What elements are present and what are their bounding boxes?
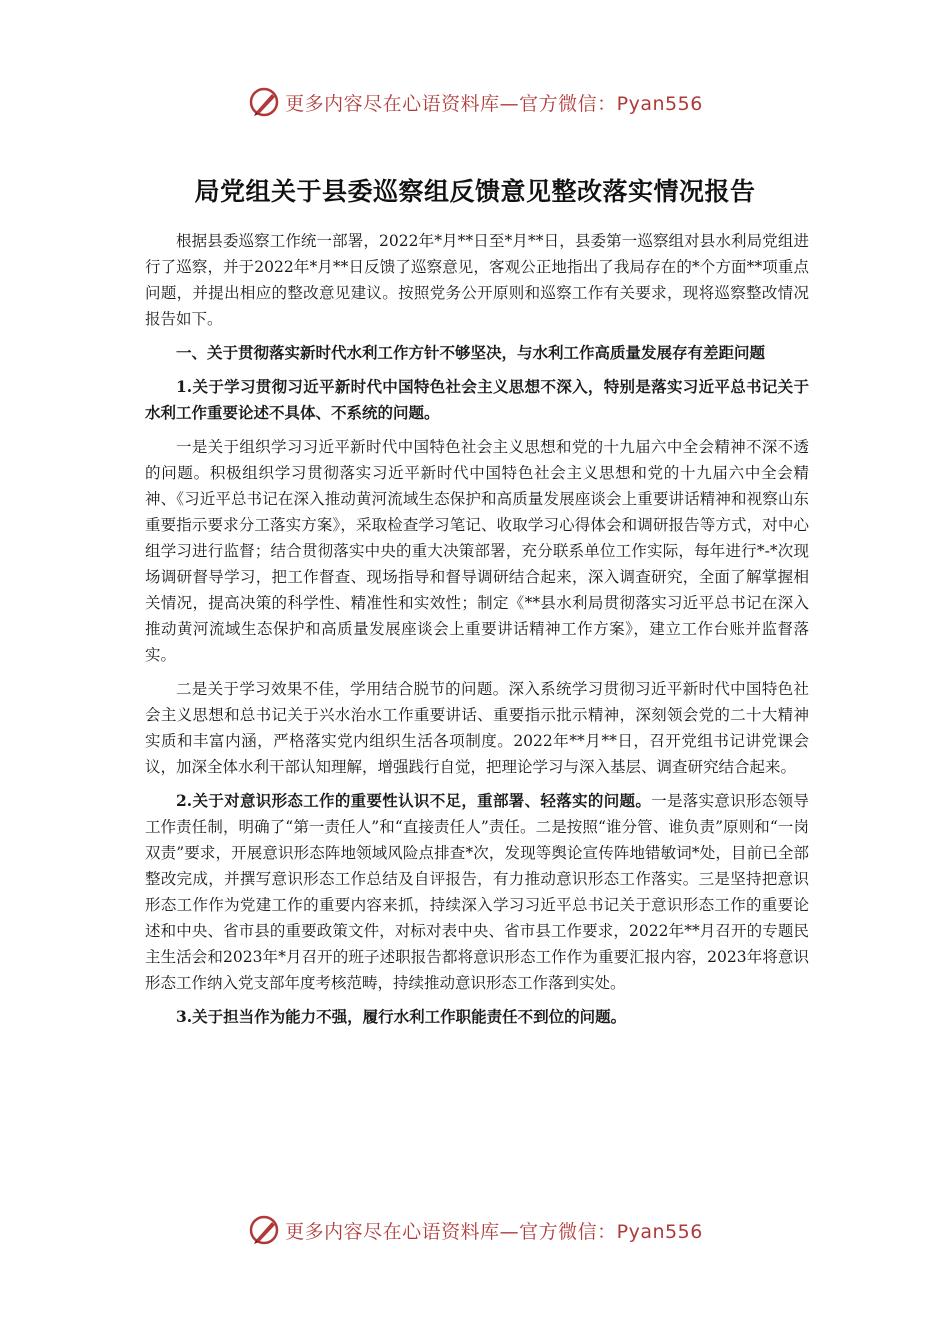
banner-text: 更多内容尽在心语资料库—官方微信：Pyan556 [285,92,703,115]
item1-paragraph-2: 二是关于学习效果不佳，学用结合脱节的问题。深入系统学习贯彻习近平新时代中国特色社会主义思想和总书记关于兴水治水工作重要讲话、重要指示批示精神，深刻领会党的二十大精神实质和丰富内涵，严格落实党内组织生活各项制度。2022年**月**日，召开党组书记讲党课会议，加深全体水利干部认知理解，增强践行自觉，把理论学习与深入基层、调查研究结合起来。 [145,680,809,776]
item-heading-3: 3.关于担当作为能力不强，履行水利工作职能责任不到位的问题。 [176,1007,627,1026]
document-body [145,228,809,1038]
item-heading-1: 1.关于学习贯彻习近平新时代中国特色社会主义思想不深入，特别是落实习近平总书记关于水利工作重要论述不具体、不系统的问题。 [145,377,809,422]
banner-text: 更多内容尽在心语资料库—官方微信：Pyan556 [285,1220,703,1243]
pen-logo-icon [247,85,281,119]
item-heading-2: 2.关于对意识形态工作的重要性认识不足，重部署、轻落实的问题。 [176,791,652,810]
header-watermark-banner [0,82,950,122]
item2-paragraph [145,788,809,996]
pen-logo-icon [247,1213,281,1247]
item2-body: 一是落实意识形态领导工作责任制，明确了“第一责任人”和“直接责任人”责任。二是按照“谁分管、谁负责”原则和“一岗双责”要求，开展意识形态阵地领域风险点排查*次，发现等舆论宣传阵地错敏词*处，目前已全部整改完成，并撰写意识形态工作总结及自评报告，有力推动意识形态工作落实。三是坚持把意识形态工作作为党建工作的重要内容来抓，持续深入学习习近平总书记关于意识形态工作的重要论述和中央、省市县的重要政策文件，对标对表中央、省市县工作要求，2022年**月召开的专题民主生活会和2023年*月召开的班子述职报告都将意识形态工作作为重要汇报内容，2023年将意识形态工作纳入党支部年度考核范畴，持续推动意识形态工作落到实处。 [145,792,809,992]
item1-paragraph-1: 一是关于组织学习习近平新时代中国特色社会主义思想和党的十九届六中全会精神不深不透的问题。积极组织学习贯彻落实习近平新时代中国特色社会主义思想和党的十九届六中全会精神、《习近平总书记在深入推动黄河流域生态保护和高质量发展座谈会上重要讲话精神和视察山东重要指示要求分工落实方案》，采取检查学习笔记、收取学习心得体会和调研报告等方式，对中心组学习进行监督；结合贯彻落实中央的重大决策部署，充分联系单位工作实际，每年进行*-*次现场调研督导学习，把工作督查、现场指导和督导调研结合起来，深入调查研究，全面了解掌握相关情况，提高决策的科学性、精准性和实效性；制定《**县水利局贯彻落实习近平总书记在深入推动黄河流域生态保护和高质量发展座谈会上重要讲话精神工作方案》，建立工作台账并监督落实。 [145,438,809,664]
document-title: 局党组关于县委巡察组反馈意见整改落实情况报告 [194,177,756,206]
intro-paragraph: 根据县委巡察工作统一部署，2022年*月**日至*月**日，县委第一巡察组对县水利局党组进行了巡察，并于2022年*月**日反馈了巡察意见，客观公正地指出了我局存在的*个方面**项重点问题，并提出相应的整改意见建议。按照党务公开原则和巡察工作有关要求，现将巡察整改情况报告如下。 [145,232,809,328]
footer-watermark-banner [0,1210,950,1250]
section-heading-1: 一、关于贯彻落实新时代水利工作方针不够坚决，与水利工作高质量发展存有差距问题 [176,343,766,362]
